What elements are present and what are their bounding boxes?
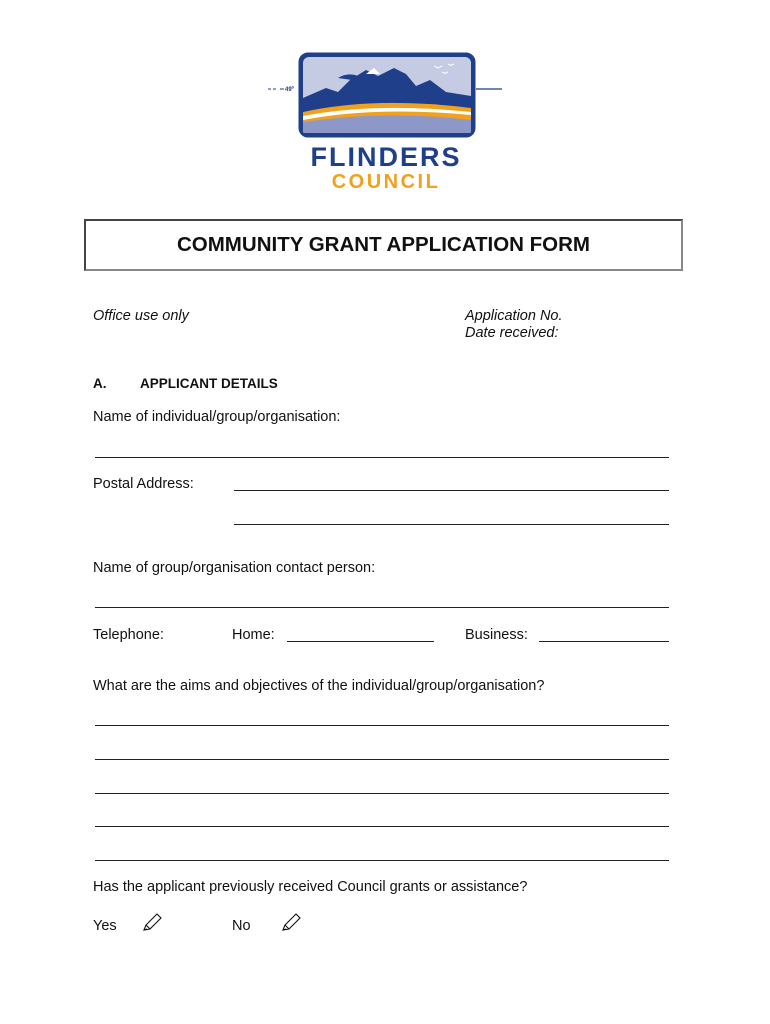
home-phone-label: Home: <box>232 627 275 643</box>
office-use-label: Office use only <box>93 308 189 324</box>
business-phone-line[interactable] <box>539 641 669 642</box>
org-name: FLINDERS <box>310 142 462 172</box>
org-subname: COUNCIL <box>331 171 441 193</box>
aims-line-2[interactable] <box>95 759 669 760</box>
contact-person-label: Name of group/organisation contact person: <box>93 560 376 576</box>
telephone-label: Telephone: <box>93 627 164 643</box>
business-phone-label: Business: <box>465 627 528 643</box>
name-label: Name of individual/group/organisation: <box>93 409 341 425</box>
date-received-label: Date received: <box>465 325 559 341</box>
postal-address-line-2[interactable] <box>234 524 669 525</box>
form-title: COMMUNITY GRANT APPLICATION FORM <box>84 219 683 271</box>
aims-line-1[interactable] <box>95 725 669 726</box>
pencil-icon[interactable] <box>280 912 302 934</box>
postal-address-label: Postal Address: <box>93 476 194 492</box>
section-heading: APPLICANT DETAILS <box>140 376 278 391</box>
flinders-council-logo <box>266 52 506 142</box>
previous-grants-label: Has the applicant previously received Council grants or assistance? <box>93 879 528 895</box>
no-label: No <box>232 918 251 934</box>
application-no-label: Application No. <box>465 308 563 324</box>
aims-line-4[interactable] <box>95 826 669 827</box>
aims-label: What are the aims and objectives of the individual/group/organisation? <box>93 678 545 694</box>
yes-label: Yes <box>93 918 117 934</box>
aims-line-5[interactable] <box>95 860 669 861</box>
name-input-line[interactable] <box>95 457 669 458</box>
postal-address-line-1[interactable] <box>234 490 669 491</box>
section-letter: A. <box>93 376 107 391</box>
aims-line-3[interactable] <box>95 793 669 794</box>
pencil-icon[interactable] <box>141 912 163 934</box>
logo-badge: 49º <box>285 87 294 93</box>
contact-person-line[interactable] <box>95 607 669 608</box>
home-phone-line[interactable] <box>287 641 434 642</box>
